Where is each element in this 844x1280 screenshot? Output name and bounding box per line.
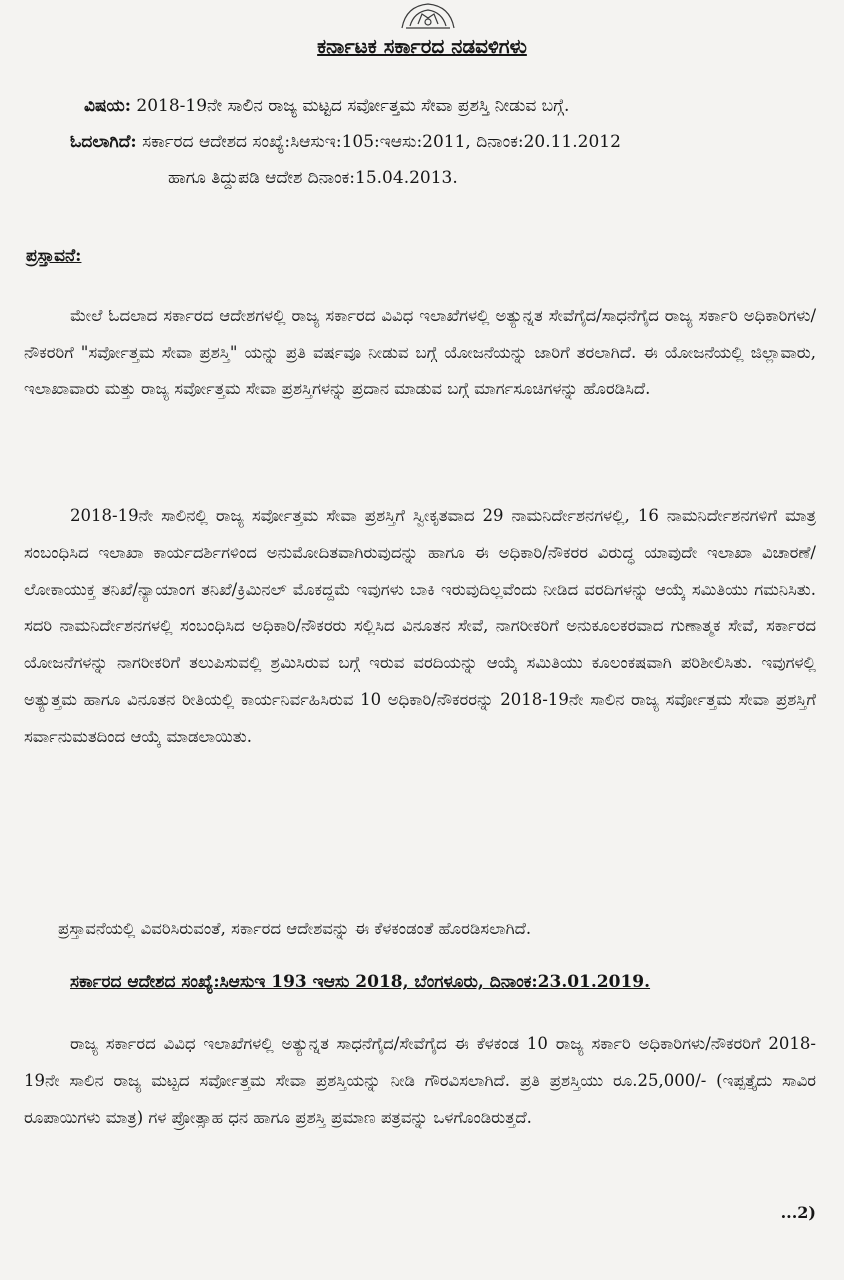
preamble-heading: ಪ್ರಸ್ತಾವನೆ:: [26, 246, 82, 266]
read-line: [70, 124, 814, 160]
subject-label: ವಿಷಯ:: [84, 96, 132, 116]
paragraph-4: ರಾಜ್ಯ ಸರ್ಕಾರದ ವಿವಿಧ ಇಲಾಖೆಗಳಲ್ಲಿ ಅತ್ಯುನ್ನತ ಸಾಧನೆಗೈದ/ಸೇವೆಗೈದ ಈ ಕೆಳಕಂಡ 10 ರಾಜ್ಯ ಸರ್ಕಾರಿ ಅಧಿಕಾರಿಗಳು/ನೌಕರರಿಗೆ 2018-19ನೇ ಸಾಲಿನ ರಾಜ್ಯ ಮಟ್ಟದ ಸರ್ವೋತ್ತಮ ಸೇವಾ ಪ್ರಶಸ್ತಿಯನ್ನು ನೀಡಿ ಗೌರವಿಸಲಾಗಿದೆ. ಪ್ರತಿ ಪ್ರಶಸ್ತಿಯು ರೂ.25,000/- (ಇಪ್ಪತ್ತೈದು ಸಾವಿರ ರೂಪಾಯಿಗಳು ಮಾತ್ರ) ಗಳ ಪ್ರೋತ್ಸಾಹ ಧನ ಹಾಗೂ ಪ್ರಶಸ್ತಿ ಪ್ರಮಾಣ ಪತ್ರವನ್ನು ಒಳಗೊಂಡಿರುತ್ತದೆ.: [24, 1034, 816, 1127]
page-continuation: ...2): [780, 1203, 816, 1222]
paragraph-3: ಪ್ರಸ್ತಾವನೆಯಲ್ಲಿ ವಿವರಿಸಿರುವಂತೆ, ಸರ್ಕಾರದ ಆದೇಶವನ್ನು ಈ ಕೆಳಕಂಡಂತೆ ಹೊರಡಿಸಲಾಗಿದೆ.: [58, 919, 532, 938]
paragraph-2: 2018-19ನೇ ಸಾಲಿನಲ್ಲಿ ರಾಜ್ಯ ಸರ್ವೋತ್ತಮ ಸೇವಾ ಪ್ರಶಸ್ತಿಗೆ ಸ್ವೀಕೃತವಾದ 29 ನಾಮನಿರ್ದೇಶನಗಳಲ್ಲಿ, 16 ನಾಮನಿರ್ದೇಶನಗಳಿಗೆ ಮಾತ್ರ ಸಂಬಂಧಿಸಿದ ಇಲಾಖಾ ಕಾರ್ಯದರ್ಶಿಗಳಿಂದ ಅನುಮೋದಿತವಾಗಿರುವುದನ್ನು ಹಾಗೂ ಈ ಅಧಿಕಾರಿ/ನೌಕರರ ವಿರುದ್ಧ ಯಾವುದೇ ಇಲಾಖಾ ವಿಚಾರಣೆ/ಲೋಕಾಯುಕ್ತ ತನಿಖೆ/ನ್ಯಾಯಾಂಗ ತನಿಖೆ/ಕ್ರಿಮಿನಲ್ ಮೊಕದ್ದಮೆ ಇವುಗಳು ಬಾಕಿ ಇರುವುದಿಲ್ಲವೆಂದು ನೀಡಿದ ವರದಿಗಳನ್ನು ಆಯ್ಕೆ ಸಮಿತಿಯು ಗಮನಿಸಿತು. ಸದರಿ ನಾಮನಿರ್ದೇಶನಗಳಲ್ಲಿ ಸಂಬಂಧಿಸಿದ ಅಧಿಕಾರಿ/ನೌಕರರು ಸಲ್ಲಿಸಿದ ವಿನೂತನ ಸೇವೆ, ನಾಗರೀಕರಿಗೆ ಅನುಕೂಲಕರವಾದ ಗುಣಾತ್ಮಕ ಸೇವೆ, ಸರ್ಕಾರದ ಯೋಜನೆಗಳನ್ನು ನಾಗರೀಕರಿಗೆ ತಲುಪಿಸುವಲ್ಲಿ ಶ್ರಮಿಸಿರುವ ಬಗ್ಗೆ ಇರುವ ವರದಿಯನ್ನು ಆಯ್ಕೆ ಸಮಿತಿಯು ಕೂಲಂಕಷವಾಗಿ ಪರಿಶೀಲಿಸಿತು. ಇವುಗಳಲ್ಲಿ ಅತ್ಯುತ್ತಮ ಹಾಗೂ ವಿನೂತನ ರೀತಿಯಲ್ಲಿ ಕಾರ್ಯನಿರ್ವಹಿಸಿರುವ 10 ಅಧಿಕಾರಿ/ನೌಕರರನ್ನು 2018-19ನೇ ಸಾಲಿನ ರಾಜ್ಯ ಸರ್ವೋತ್ತಮ ಸೇವಾ ಪ್ರಶಸ್ತಿಗೆ ಸರ್ವಾನುಮತದಿಂದ ಆಯ್ಕೆ ಮಾಡಲಾಯಿತು.: [24, 506, 816, 746]
read-text-1: ಸರ್ಕಾರದ ಆದೇಶದ ಸಂಖ್ಯೆ:ಸಿಆಸುಇ:105:ಇಆಸು:2011, ದಿನಾಂಕ:20.11.2012: [142, 132, 621, 152]
order-heading: ಸರ್ಕಾರದ ಆದೇಶದ ಸಂಖ್ಯೆ:ಸಿಆಸುಇ 193 ಇಆಸು 2018, ಬೆಂಗಳೂರು, ದಿನಾಂಕ:23.01.2019.: [70, 972, 651, 992]
read-label: ಓದಲಾಗಿದೆ:: [70, 132, 137, 152]
read-text-2: ಹಾಗೂ ತಿದ್ದುಪಡಿ ಆದೇಶ ದಿನಾಂಕ:15.04.2013.: [168, 168, 458, 188]
read-line-2: [84, 160, 814, 196]
state-emblem-icon: [392, 0, 464, 30]
subject-text: 2018-19ನೇ ಸಾಲಿನ ರಾಜ್ಯ ಮಟ್ಟದ ಸರ್ವೋತ್ತಮ ಸೇವಾ ಪ್ರಶಸ್ತಿ ನೀಡುವ ಬಗ್ಗೆ.: [136, 96, 570, 116]
paragraph-1: ಮೇಲೆ ಓದಲಾದ ಸರ್ಕಾರದ ಆದೇಶಗಳಲ್ಲಿ ರಾಜ್ಯ ಸರ್ಕಾರದ ವಿವಿಧ ಇಲಾಖೆಗಳಲ್ಲಿ ಅತ್ಯುನ್ನತ ಸೇವೆಗೈದ/ಸಾಧನೆಗೈದ ರಾಜ್ಯ ಸರ್ಕಾರಿ ಅಧಿಕಾರಿಗಳು/ನೌಕರರಿಗೆ "ಸರ್ವೋತ್ತಮ ಸೇವಾ ಪ್ರಶಸ್ತಿ" ಯನ್ನು ಪ್ರತಿ ವರ್ಷವೂ ನೀಡುವ ಬಗ್ಗೆ ಯೋಜನೆಯನ್ನು ಜಾರಿಗೆ ತರಲಾಗಿದೆ. ಈ ಯೋಜನೆಯಲ್ಲಿ ಜಿಲ್ಲಾವಾರು, ಇಲಾಖಾವಾರು ಮತ್ತು ರಾಜ್ಯ ಸರ್ವೋತ್ತಮ ಸೇವಾ ಪ್ರಶಸ್ತಿಗಳನ್ನು ಪ್ರದಾನ ಮಾಡುವ ಬಗ್ಗೆ ಮಾರ್ಗಸೂಚಿಗಳನ್ನು ಹೊರಡಿಸಿದೆ.: [24, 306, 816, 398]
document-title: ಕರ್ನಾಟಕ ಸರ್ಕಾರದ ನಡವಳಿಗಳು: [317, 34, 527, 58]
subject-line: [84, 88, 814, 124]
subject-block: [70, 88, 814, 196]
